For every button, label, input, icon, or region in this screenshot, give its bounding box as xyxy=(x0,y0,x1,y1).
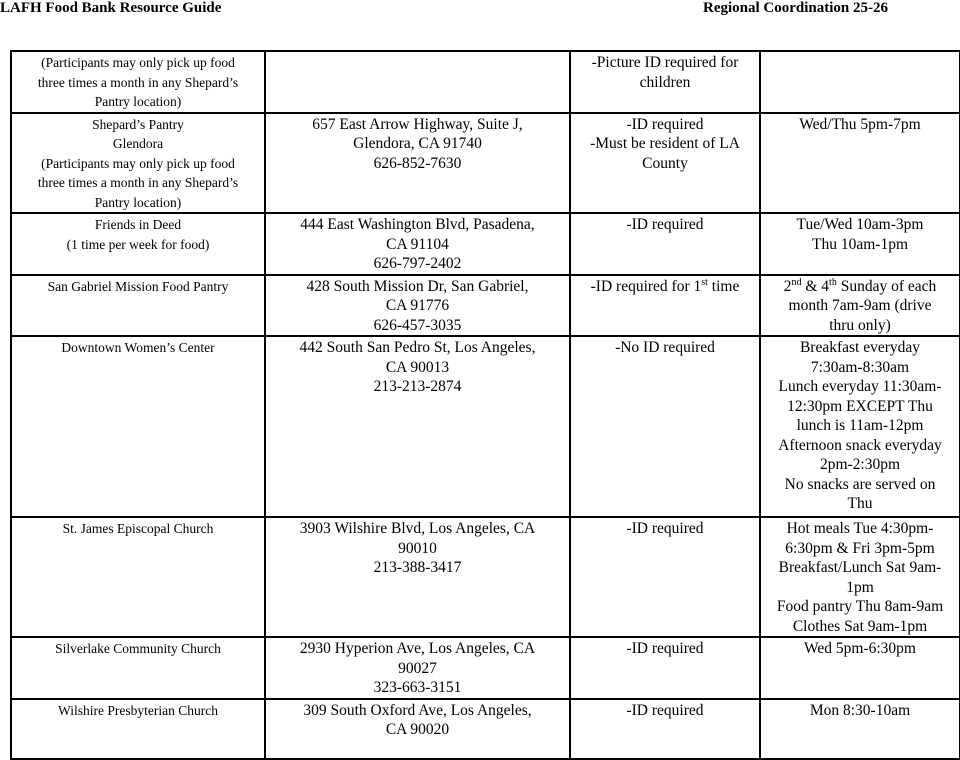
hours-cell: Tue/Wed 10am-3pm Thu 10am-1pm xyxy=(760,213,960,275)
document-subtitle: Regional Coordination 25-26 xyxy=(703,0,889,16)
table-row xyxy=(11,51,960,113)
requirement-cell: -Picture ID required for children xyxy=(570,51,760,113)
address-cell: 309 South Oxford Ave, Los Angeles, CA 90020 xyxy=(265,699,570,759)
requirement-cell: -ID required xyxy=(570,637,760,699)
address-cell: 442 South San Pedro St, Los Angeles, CA 90013 213-213-2874 xyxy=(265,336,570,517)
address-cell: 428 South Mission Dr, San Gabriel, CA 91776 626-457-3035 xyxy=(265,275,570,337)
provider-name-cell: Friends in Deed (1 time per week for food) xyxy=(11,213,265,275)
table-row xyxy=(11,213,960,275)
address-cell: 444 East Washington Blvd, Pasadena, CA 91104 626-797-2402 xyxy=(265,213,570,275)
table-row xyxy=(11,113,960,214)
requirement-cell: -ID required xyxy=(570,699,760,759)
provider-name-cell: Downtown Women’s Center xyxy=(11,336,265,517)
hours-cell: Wed 5pm-6:30pm xyxy=(760,637,960,699)
provider-name-cell: Silverlake Community Church xyxy=(11,637,265,699)
document-header xyxy=(0,0,960,24)
hours-cell: Mon 8:30-10am xyxy=(760,699,960,759)
hours-cell: Breakfast everyday 7:30am-8:30am Lunch everyday 11:30am- 12:30pm EXCEPT Thu lunch is 11am-12pm Afternoon snack everyday 2pm-2:30pm No snacks are served on Thu xyxy=(760,336,960,517)
document-title: LAFH Food Bank Resource Guide xyxy=(0,0,222,16)
hours-cell: 2nd & 4th Sunday of each month 7am-9am (drive thru only) xyxy=(760,275,960,337)
hours-cell: Wed/Thu 5pm-7pm xyxy=(760,113,960,214)
address-cell: 3903 Wilshire Blvd, Los Angeles, CA 90010 213-388-3417 xyxy=(265,517,570,637)
requirement-cell: -ID required -Must be resident of LA County xyxy=(570,113,760,214)
requirement-cell: -ID required xyxy=(570,213,760,275)
resource-table xyxy=(10,50,960,760)
table-row xyxy=(11,699,960,759)
address-cell: 2930 Hyperion Ave, Los Angeles, CA 90027 323-663-3151 xyxy=(265,637,570,699)
hours-cell xyxy=(760,51,960,113)
provider-name-cell: (Participants may only pick up food three times a month in any Shepard’s Pantry location) xyxy=(11,51,265,113)
address-cell: 657 East Arrow Highway, Suite J, Glendora, CA 91740 626-852-7630 xyxy=(265,113,570,214)
provider-name-cell: Shepard’s Pantry Glendora (Participants may only pick up food three times a month in any Shepard’s Pantry location) xyxy=(11,113,265,214)
address-cell xyxy=(265,51,570,113)
table-row xyxy=(11,336,960,517)
requirement-cell: -ID required xyxy=(570,517,760,637)
hours-cell: Hot meals Tue 4:30pm- 6:30pm & Fri 3pm-5pm Breakfast/Lunch Sat 9am- 1pm Food pantry Thu 8am-9am Clothes Sat 9am-1pm xyxy=(760,517,960,637)
provider-name-cell: Wilshire Presbyterian Church xyxy=(11,699,265,759)
requirement-cell: -ID required for 1st time xyxy=(570,275,760,337)
provider-name-cell: San Gabriel Mission Food Pantry xyxy=(11,275,265,337)
provider-name-cell: St. James Episcopal Church xyxy=(11,517,265,637)
table-row xyxy=(11,275,960,337)
table-row xyxy=(11,517,960,637)
requirement-cell: -No ID required xyxy=(570,336,760,517)
table-row xyxy=(11,637,960,699)
